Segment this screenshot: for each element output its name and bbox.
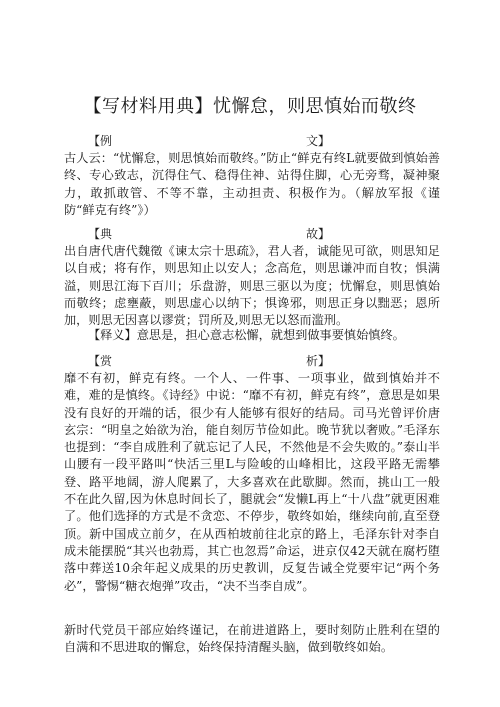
analysis-heading-left: 【赏 [88, 354, 113, 368]
example-heading-left: 【例 [88, 134, 113, 148]
example-text: 古人云：“忧懈怠，则思慎始而敬终。”防止“鲜克有终L就要做到慎始善终、专心致志，沉得住气、稳得住神、站得住脚，心无旁骛，凝神聚力，敢抓敢管、不等不靠，主动担责、积极作为。（解放军报《谨防“鲜克有终”》） [64, 151, 440, 217]
analysis-paragraph [64, 370, 440, 595]
example-heading-right: 文】 [305, 134, 330, 148]
closing-paragraph [64, 622, 440, 657]
closing-text: 新时代党员干部应始终谨记，在前进道路上，要时刻防止胜利在望的自满和不思进取的懈怠，始终保持清醒头脑，做到敬终如始。 [64, 623, 440, 655]
meaning-text: 【释义】意思是，担心意志松懈，就想到做事要慎始慎终。 [88, 328, 405, 342]
source-text: 出自唐代唐代魏徵《谏太宗十思疏》，君人者，诚能见可欲，则思知足以自戒；将有作，则思知止以安人；念高危，则思谦冲而自牧；惧满溢，则思江海下百川；乐盘游，则思三驱以为度；忧懈怠，则思慎始而敬终；虑壅蔽，则思虚心以纳下；惧谗邪，则思正身以黜恶；恩所加，则思无因喜以谬赏；罚所及,则思无以怒而滥刑。 [64, 244, 440, 328]
example-heading [88, 132, 330, 150]
analysis-heading-right: 析】 [305, 354, 330, 368]
example-paragraph [64, 150, 440, 219]
source-paragraph [64, 243, 440, 329]
source-heading-right: 故】 [305, 227, 330, 241]
source-heading-left: 【典 [88, 227, 113, 241]
analysis-heading [88, 352, 330, 370]
source-heading [88, 225, 330, 243]
analysis-text: 靡不有初，鲜克有终。一个人、一件事、一项事业，做到慎始并不难，难的是慎终。《诗经》中说：“靡不有初，鲜克有终”，意思是如果没有良好的开端的话，很少有人能够有很好的结局。司马光曾评价唐玄宗：“明皇之始欲为治，能自刻厉节俭如此。晚节犹以奢败。”毛泽东也提到：“李自成胜利了就忘记了人民，不然他是不会失败的。”泰山半山腰有一段平路叫“快活三里L与险峻的山峰相比，这段平路无需攀登、路平地阔，游人爬累了，大多喜欢在此歇脚。然而，挑山工一般不在此久留,因为休息时间长了，腿就会“发懒L再上“十八盘”就更困难了。他们选择的方式是不贪恋、不停步，敬终如始，继续向前,直至登顶。新中国成立前夕，在从西柏坡前往北京的路上，毛泽东针对李自成未能摆脱“其兴也勃焉，其亡也忽焉”命运，进京仅42天就在腐朽堕落中葬送10余年起义成果的历史教训，反复告诫全党要牢记“两个务必”，警惕“糖衣炮弹”攻击，“决不当李自成”。 [64, 371, 440, 593]
page-title: 【写材料用典】忧懈怠，则思慎始而敬终 [83, 96, 417, 117]
meaning-paragraph [64, 327, 440, 344]
